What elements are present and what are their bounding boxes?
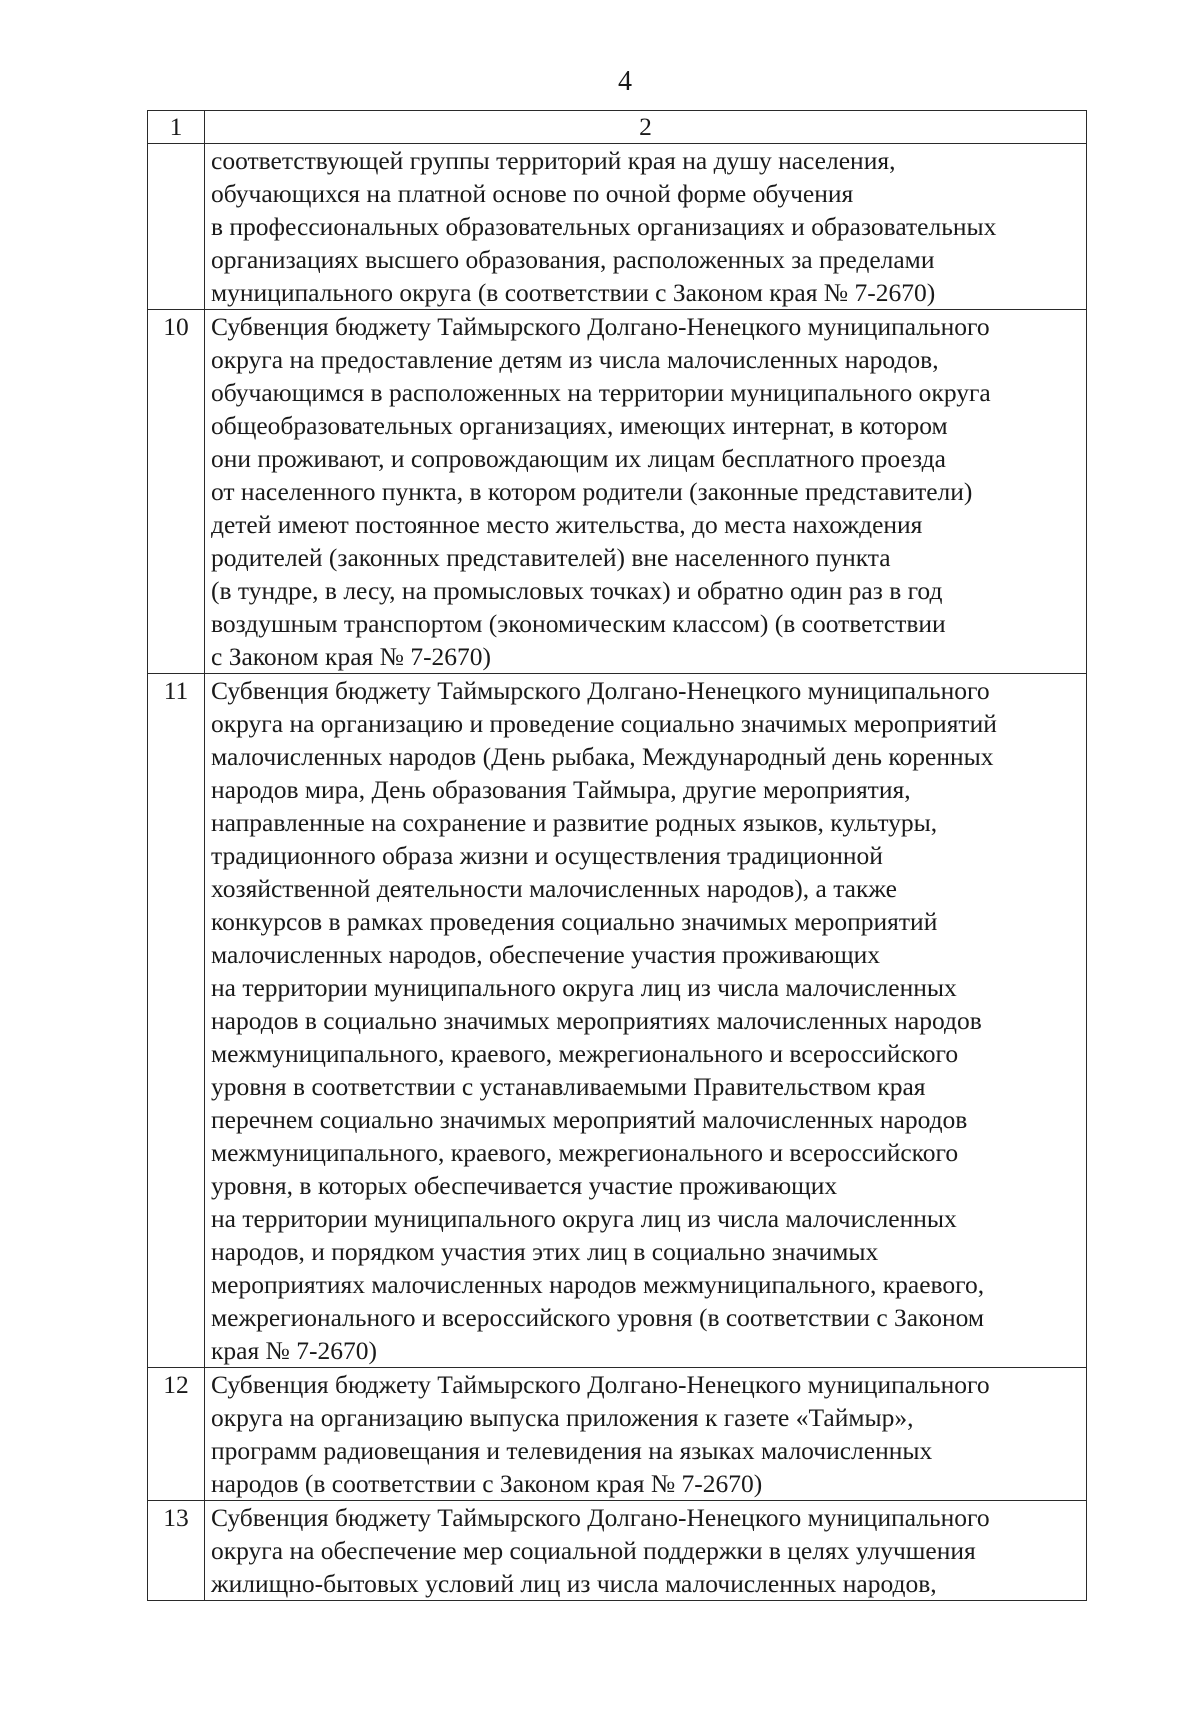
text-line: муниципального округа (в соответствии с Законом края № 7-2670) [211,278,936,307]
text-line: воздушным транспортом (экономическим классом) (в соответствии [211,609,946,638]
text-line: направленные на сохранение и развитие родных языков, культуры, [211,808,938,837]
text-line: межмуниципального, краевого, межрегионального и всероссийского [211,1039,959,1068]
text-line: конкурсов в рамках проведения социально значимых мероприятий [211,907,938,936]
row-description [205,1501,1087,1601]
text-line: межрегионального и всероссийского уровня (в соответствии с Законом [211,1303,985,1332]
row-description [205,144,1087,310]
text-line: малочисленных народов, обеспечение участия проживающих [211,940,881,969]
row-number: 13 [148,1501,205,1601]
text-line: обучающимся в расположенных на территории муниципального округа [211,378,991,407]
text-line: Субвенция бюджету Таймырского Долгано-Ненецкого муниципального [211,1503,990,1532]
text-line: (в тундре, в лесу, на промысловых точках) и обратно один раз в год [211,576,943,605]
text-line: в профессиональных образовательных организациях и образовательных [211,212,997,241]
text-line: жилищно-бытовых условий лиц из числа малочисленных народов, [211,1569,937,1598]
text-line: детей имеют постоянное место жительства, до места нахождения [211,510,923,539]
text-line: Субвенция бюджету Таймырского Долгано-Ненецкого муниципального [211,312,990,341]
subvention-table [147,110,1087,1601]
text-line: межмуниципального, краевого, межрегионального и всероссийского [211,1138,959,1167]
text-line: традиционного образа жизни и осуществления традиционной [211,841,883,870]
text-line: на территории муниципального округа лиц из числа малочисленных [211,973,957,1002]
table-row [148,310,1087,674]
text-line: перечнем социально значимых мероприятий малочисленных народов [211,1105,968,1134]
text-line: уровня, в которых обеспечивается участие проживающих [211,1171,838,1200]
text-line: обучающихся на платной основе по очной форме обучения [211,179,854,208]
text-line: хозяйственной деятельности малочисленных народов), а также [211,874,897,903]
text-line: округа на предоставление детям из числа малочисленных народов, [211,345,939,374]
text-line: округа на обеспечение мер социальной поддержки в целях улучшения [211,1536,976,1565]
text-line: общеобразовательных организациях, имеющих интернат, в котором [211,411,948,440]
text-line: малочисленных народов (День рыбака, Международный день коренных [211,742,994,771]
text-line: на территории муниципального округа лиц из числа малочисленных [211,1204,957,1233]
text-line: народов (в соответствии с Законом края № 7-2670) [211,1469,763,1498]
text-line: округа на организацию выпуска приложения к газете «Таймыр», [211,1403,914,1432]
table-header-row [148,111,1087,144]
text-line: родителей (законных представителей) вне населенного пункта [211,543,891,572]
table-row [148,1501,1087,1601]
text-line: народов мира, День образования Таймыра, другие мероприятия, [211,775,911,804]
table-row [148,1368,1087,1501]
text-line: от населенного пункта, в котором родители (законные представители) [211,477,973,506]
table-body [148,144,1087,1601]
table-row [148,144,1087,310]
text-line: организациях высшего образования, расположенных за пределами [211,245,935,274]
text-line: народов, и порядком участия этих лиц в социально значимых [211,1237,879,1266]
text-line: округа на организацию и проведение социально значимых мероприятий [211,709,997,738]
row-number: 11 [148,674,205,1368]
row-description [205,310,1087,674]
page-number: 4 [618,66,632,97]
text-line: уровня в соответствии с устанавливаемыми Правительством края [211,1072,926,1101]
header-col-number: 1 [148,111,205,144]
table-row [148,674,1087,1368]
row-description [205,1368,1087,1501]
text-line: народов в социально значимых мероприятиях малочисленных народов [211,1006,982,1035]
row-number [148,144,205,310]
header-col-description: 2 [205,111,1087,144]
text-line: Субвенция бюджету Таймырского Долгано-Ненецкого муниципального [211,676,990,705]
row-number: 10 [148,310,205,674]
text-line: соответствующей группы территорий края на душу населения, [211,146,896,175]
row-description [205,674,1087,1368]
row-number: 12 [148,1368,205,1501]
text-line: с Законом края № 7-2670) [211,642,492,671]
text-line: они проживают, и сопровождающим их лицам бесплатного проезда [211,444,946,473]
text-line: мероприятиях малочисленных народов межмуниципального, краевого, [211,1270,985,1299]
text-line: края № 7-2670) [211,1336,377,1365]
text-line: Субвенция бюджету Таймырского Долгано-Ненецкого муниципального [211,1370,990,1399]
text-line: программ радиовещания и телевидения на языках малочисленных [211,1436,933,1465]
